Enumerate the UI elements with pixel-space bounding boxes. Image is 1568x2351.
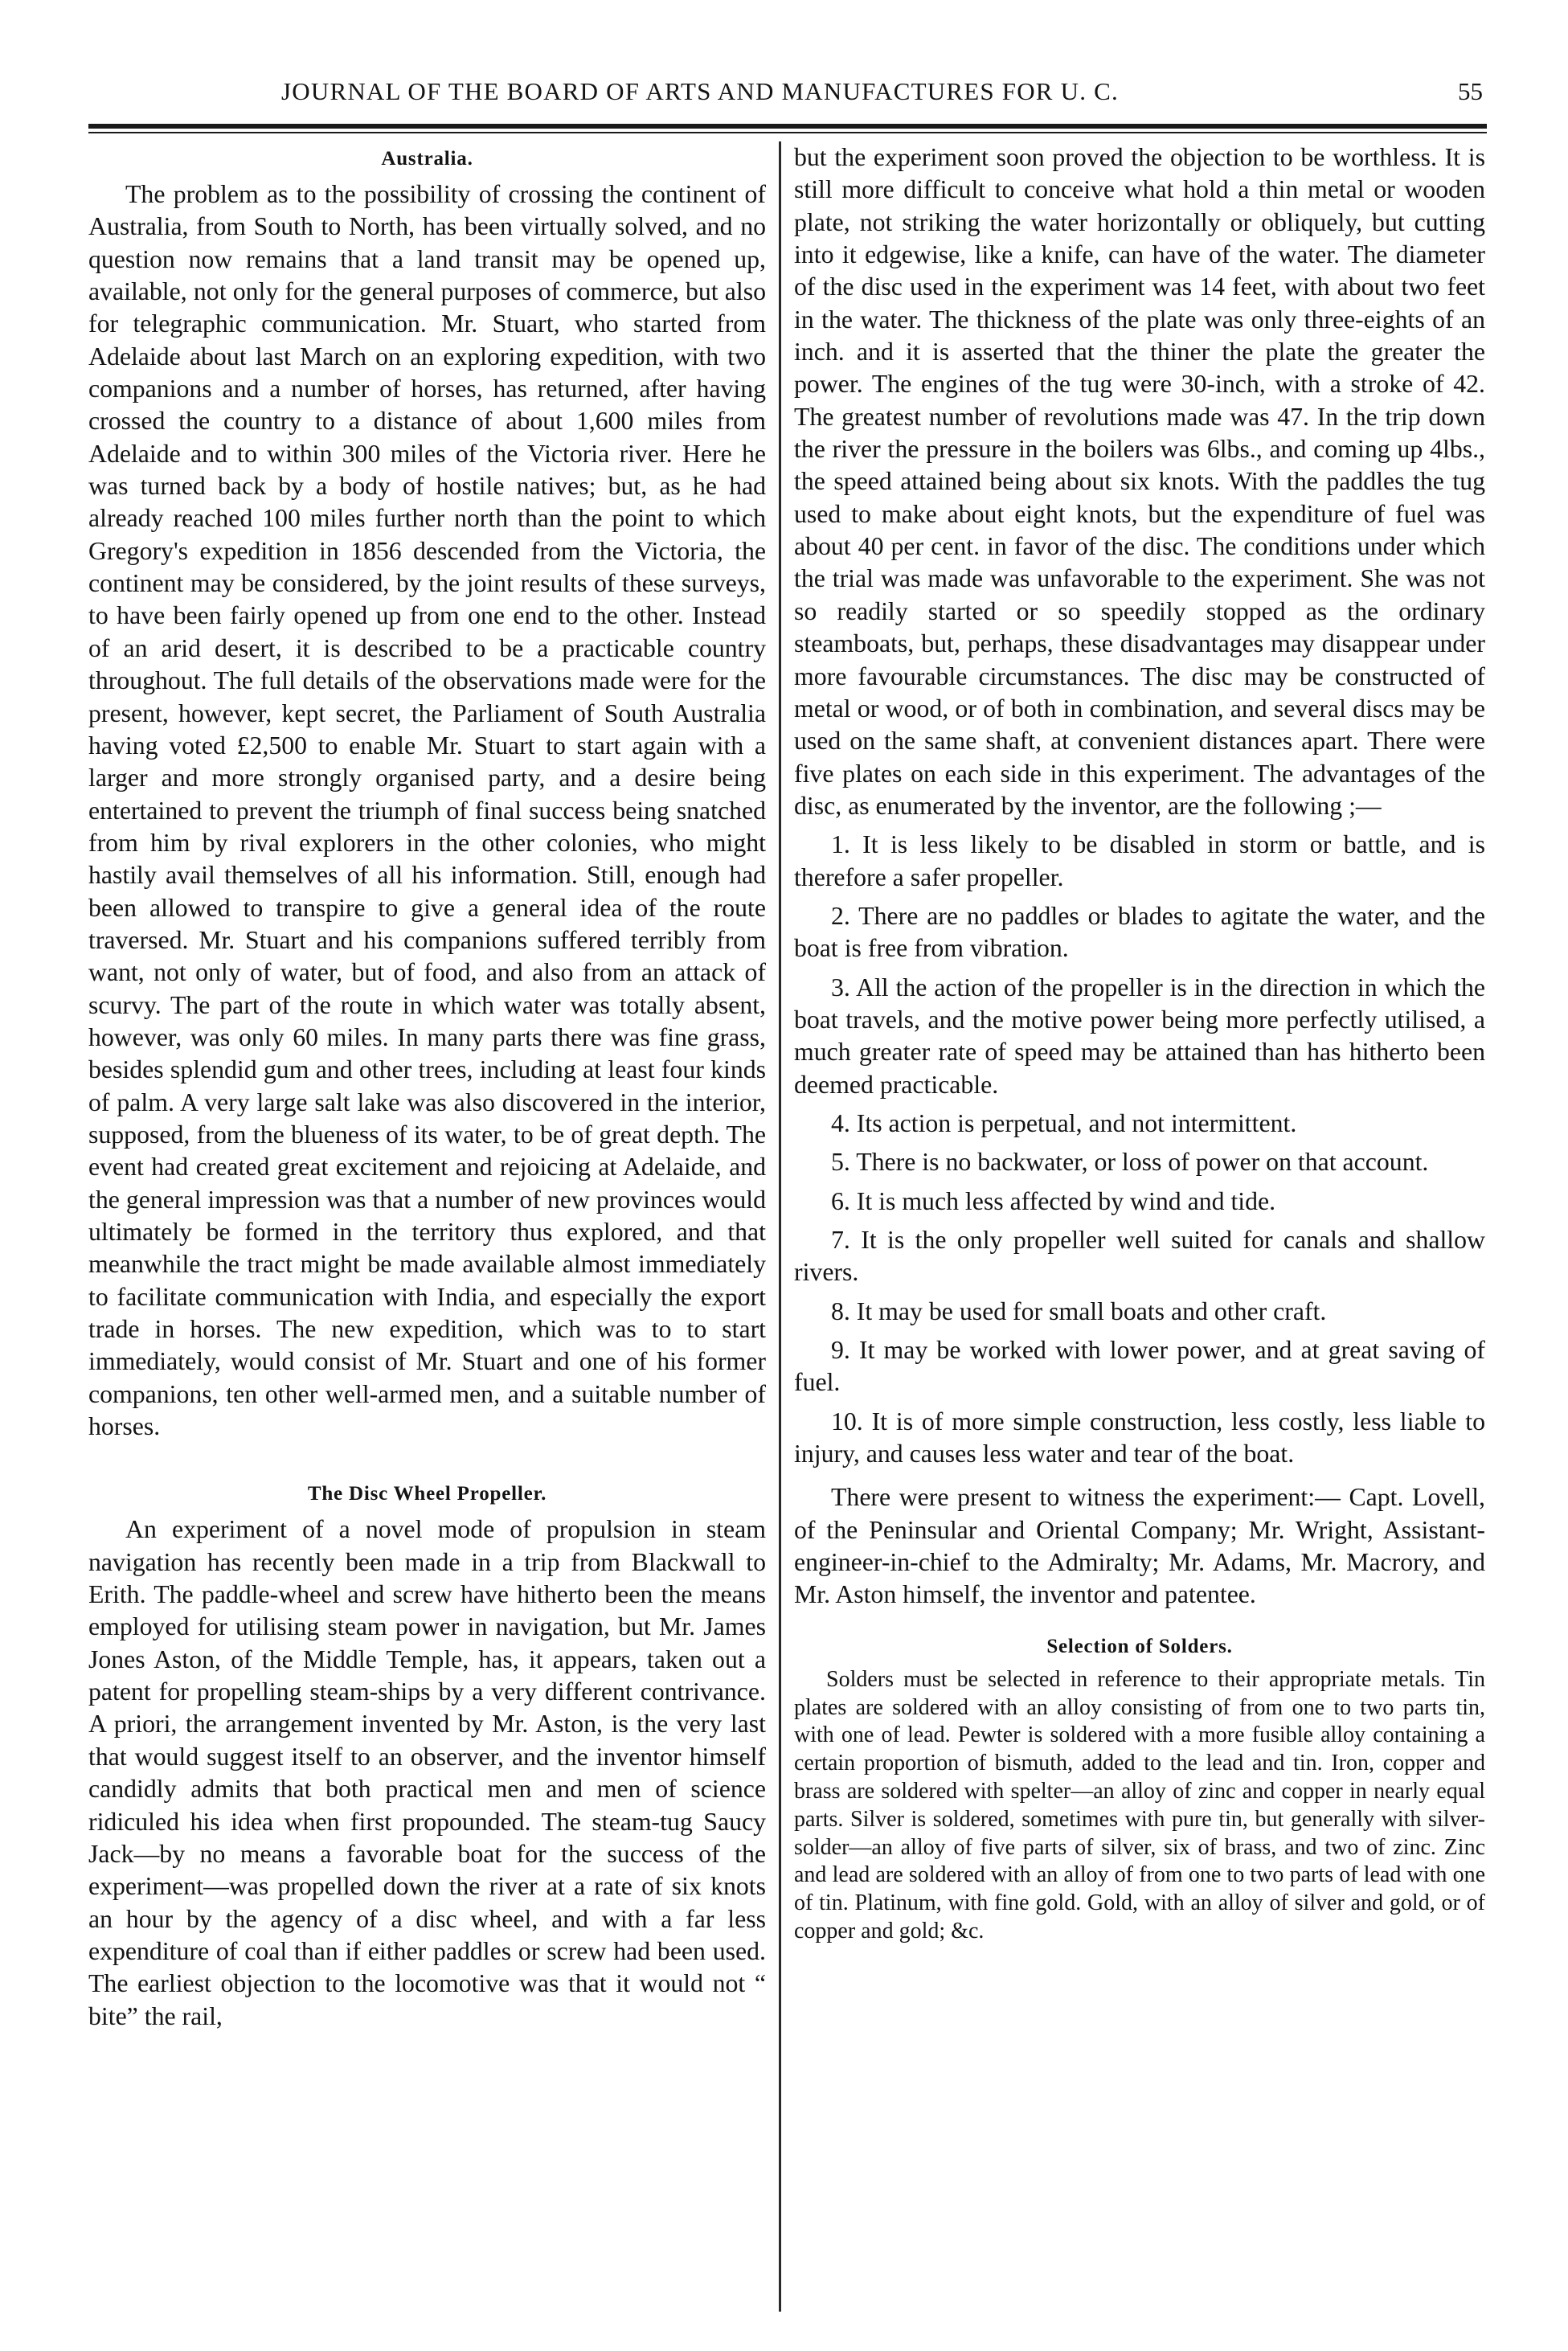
- disc-wheel-title: The Disc Wheel Propeller.: [307, 1483, 547, 1505]
- advantage-item: 1. It is less likely to be disabled in storm or battle, and is therefore a safer propeller.: [794, 830, 1485, 891]
- solders-title: Selection of Solders.: [1046, 1635, 1233, 1657]
- header-rule-thick: [88, 124, 1487, 129]
- advantage-item: 3. All the action of the propeller is in the direction in which the boat travels, and the motive power being more perfectly utilised, a much greater rate of speed may be attained than has hitherto been deemed practicable.: [794, 973, 1485, 1099]
- witnesses-paragraph: There were present to witness the experiment:— Capt. Lovell, of the Peninsular and Oriental Company; Mr. Wright, Assistant-engineer-in-chief to the Admiralty; Mr. Adams, Mr. Macrory, and Mr. Aston himself, the inventor and patentee.: [794, 1483, 1485, 1609]
- right-column: [794, 141, 1485, 1946]
- page-header: [88, 77, 1483, 117]
- advantage-item: 7. It is the only propeller well suited for canals and shallow rivers.: [794, 1226, 1485, 1287]
- solders-body: Solders must be selected in reference to their appropriate metals. Tin plates are soldered with an alloy consisting of from one to two parts tin, with one of lead. Pewter is soldered with a more fusible alloy containing a certain proportion of bismuth, added to the lead and tin. Iron, copper and brass are soldered with spelter—an alloy of zinc and copper in nearly equal parts. Silver is soldered, sometimes with pure tin, but generally with silver-solder—an alloy of five parts of silver, six of brass, and two of zinc. Zinc and lead are soldered with an alloy of from one to two parts of lead with one of tin. Platinum, with fine gold. Gold, with an alloy of silver and gold, or of copper and gold; &c.: [794, 1666, 1485, 1943]
- running-title: JOURNAL OF THE BOARD OF ARTS AND MANUFACTURES FOR U. C.: [281, 77, 1119, 105]
- australia-body: The problem as to the possibility of crossing the continent of Australia, from South to North, has been virtually solved, and no question now remains that a land transit may be opened up, available, not only for the general purposes of commerce, but also for telegraphic communication. Mr. Stuart, who started from Adelaide about last March on an exploring expedition, with two companions and a number of horses, has returned, after having crossed the country to a distance of about 1,600 miles from Adelaide and to within 300 miles of the Victoria river. Here he was turned back by a body of hostile natives; but, as he had already reached 100 miles further north than the point to which Gregory's expedition in 1856 descended from the Victoria, the continent may be considered, by the joint results of these surveys, to have been fairly opened up from one end to the other. Instead of an arid desert, it is described to be a practicable country throughout. The full details of the observations made were for the present, however, kept secret, the Parliament of South Australia having voted £2,500 to enable Mr. Stuart to start again with a larger and more strongly organised party, and a desire being entertained to prevent the triumph of final success being snatched from him by rival explorers in the other colonies, who might hastily avail themselves of all his information. Still, enough had been allowed to transpire to give a general idea of the route traversed. Mr. Stuart and his companions suffered terribly from want, not only of water, but of food, and also from an attack of scurvy. The part of the route in which water was totally absent, however, was only 60 miles. In many parts there was fine grass, besides splendid gum and other trees, including at least four kinds of palm. A very large salt lake was also discovered in the interior, supposed, from the blueness of its water, to be of great depth. The event had created great excitement and rejoicing at Adelaide, and the general impression was that a number of new provinces would ultimately be formed in the territory thus explored, and that meanwhile the tract might be made available almost immediately to facilitate communication with India, and especially the export trade in horses. The new expedition, which was to to start immediately, would consist of Mr. Stuart and one of his former companions, ten other well-armed men, and a suitable number of horses.: [88, 180, 766, 1441]
- advantage-item: 6. It is much less affected by wind and tide.: [831, 1186, 1276, 1215]
- advantage-item: 8. It may be used for small boats and other craft.: [831, 1296, 1327, 1325]
- advantage-item: 4. Its action is perpetual, and not intermittent.: [831, 1108, 1297, 1137]
- disc-wheel-body: An experiment of a novel mode of propulsion in steam navigation has recently been made in a trip from Blackwall to Erith. The paddle-wheel and screw have hitherto been the means employed for utilising steam power in navigation, but Mr. James Jones Aston, of the Middle Temple, has, it appears, taken out a patent for propelling steam-ships by a very different contrivance. A priori, the arrangement invented by Mr. Aston, is the very last that would suggest itself to an observer, and the inventor himself candidly admits that both practical men and men of science ridiculed his idea when first propounded. The steam-tug Saucy Jack—by no means a favorable boat for the success of the experiment—was propelled down the river at a rate of six knots an hour by the agency of a disc wheel, and with a far less expenditure of coal than if either paddles or screw had been used. The earliest objection to the locomotive was that it would not “ bite” the rail,: [88, 1515, 766, 2030]
- page-number: 55: [1458, 77, 1483, 105]
- advantage-item: 10. It is of more simple construction, less costly, less liable to injury, and causes less water and tear of the boat.: [794, 1407, 1485, 1468]
- column-divider: [779, 141, 781, 2312]
- disc-wheel-continued: but the experiment soon proved the objection to be worthless. It is still more difficult to conceive what hold a thin metal or wooden plate, not striking the water horizontally or obliquely, but cutting into it edgewise, like a knife, can have of the water. The diameter of the disc used in the experiment was 14 feet, with about two feet in the water. The thickness of the plate was only three-eights of an inch. and it is asserted that the thiner the plate the greater the power. The engines of the tug were 30-inch, with a stroke of 42. The greatest number of revolutions made was 47. In the trip down the river the pressure in the boilers was 6lbs., and coming up 4lbs., the speed attained being about six knots. With the paddles the tug used to make about eight knots, but the expenditure of fuel was about 40 per cent. in favor of the disc. The conditions under which the trial was made was unfavorable to the experiment. She was not so readily started or so speedily stopped as the ordinary steamboats, but, perhaps, these disadvantages may disappear under more favourable circumstances. The disc may be constructed of metal or wood, or of both in combination, and several discs may be used on the same shaft, at convenient distances apart. There were five plates on each side in this experiment. The advantages of the disc, as enumerated by the inventor, are the following ;—: [794, 143, 1485, 820]
- header-rule-thin: [88, 132, 1487, 133]
- left-column: [88, 141, 766, 2033]
- advantage-item: 9. It may be worked with lower power, and at great saving of fuel.: [794, 1336, 1485, 1397]
- australia-title: Australia.: [381, 148, 473, 170]
- advantage-item: 2. There are no paddles or blades to agitate the water, and the boat is free from vibration.: [794, 901, 1485, 963]
- advantage-item: 5. There is no backwater, or loss of power on that account.: [831, 1148, 1429, 1177]
